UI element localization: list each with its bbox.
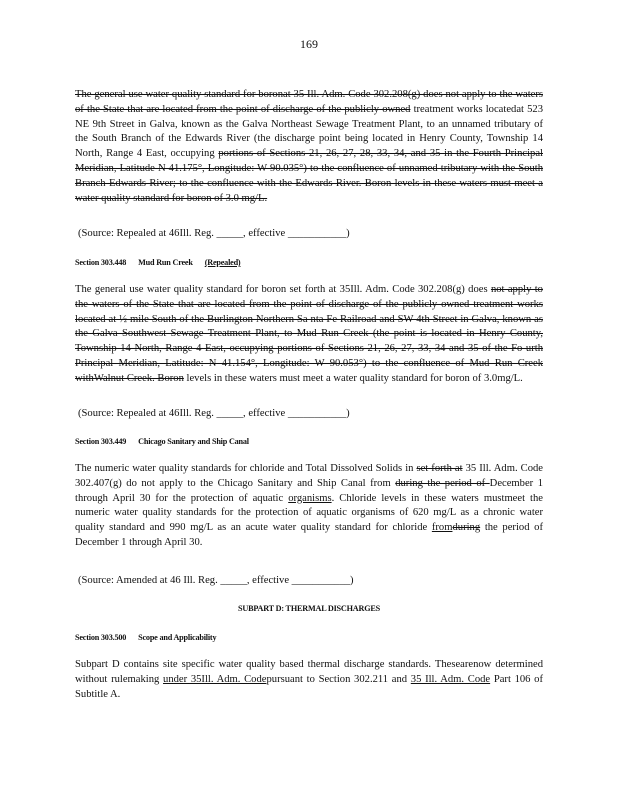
struck-text: portions of Sections 21, 26, 27, 28, 33, 34, and 35 in the Fourth Principal Meridian, Latitude N 41.175°, Longitude: W 90.035°) to the confluence of unnamed tributary with the South Branch Edwards River; to the confluence with the Edwards River. Boron levels in these waters must meet a water quality standard for boron of 3.0 mg/L. bbox=[75, 148, 543, 204]
section-heading bbox=[75, 437, 543, 446]
section-number: Section 303.500 bbox=[75, 633, 127, 642]
section-title: Chicago Sanitary and Ship Canal bbox=[138, 437, 249, 446]
body-text: treatment works locatedat 523 NE 9th Street in Galva, known as the Galva Northeast Sewage Treatment Plant, to an unnamed tributary of the South Branch of the Edwards River (the discharge point being located in Henry County, Township 14 North, Range 4 East, occupying bbox=[75, 103, 543, 160]
inserted-text: under 35Ill. Adm. Code bbox=[163, 673, 267, 685]
inserted-text: 35 Ill. Adm. Code bbox=[410, 673, 491, 685]
section-number: Section 303.449 bbox=[75, 437, 127, 446]
section-448-paragraph bbox=[75, 283, 543, 387]
struck-text: set forth at bbox=[416, 463, 463, 474]
inserted-text: from bbox=[431, 522, 453, 534]
body-text: December 1 through April 30 for the protection of aquatic bbox=[75, 477, 543, 504]
struck-text: during bbox=[452, 522, 481, 534]
page-number: 169 bbox=[300, 37, 318, 51]
section-number: Section 303.448 bbox=[75, 258, 127, 267]
struck-text: The general use water quality standard for boronat 35 Ill. Adm. Code 302.208(g) does not apply to the waters of the State that are located from the point of discharge of the publicly owned bbox=[75, 89, 543, 115]
body-text: 35 Ill. Adm. Code 302.407(g) do not apply to the Chicago Sanitary and Ship Canal from bbox=[75, 463, 543, 489]
source-note: (Source: Amended at 46 Ill. Reg. _____, effective ___________) bbox=[78, 575, 354, 586]
body-text: Part 106 of Subtitle A. bbox=[75, 673, 543, 700]
body-text: levels in these waters must meet a water quality standard for boron of 3.0mg/L. bbox=[183, 372, 523, 384]
body-text: the period of December 1 through April 30. bbox=[75, 522, 543, 548]
section-heading bbox=[75, 633, 543, 642]
body-text: . Chloride levels in these waters mustmeet the numeric water quality standards for the protection of aquatic organisms of 620 mg/L as a chronic water quality standard and 990 mg/L as an acute water quality standard for chloride bbox=[75, 492, 543, 534]
source-note: (Source: Repealed at 46Ill. Reg. _____, effective ___________) bbox=[78, 408, 350, 419]
body-text: Subpart D contains site specific water quality based thermal discharge standards. Thesearenow determined without rulemaking bbox=[75, 659, 543, 685]
struck-text: during the period of bbox=[395, 477, 490, 489]
section-heading bbox=[75, 258, 543, 267]
section-title: Mud Run Creek bbox=[138, 258, 193, 267]
section-title: Scope and Applicability bbox=[138, 633, 217, 642]
source-note: (Source: Repealed at 46Ill. Reg. _____, effective ___________) bbox=[78, 228, 350, 239]
struck-text: not apply to the waters of the State that are located from the point of discharge of the publicly owned treatment works located at ½ mile South of the Burlington Northern Sa nta Fe Railroad and SW 4th Street in Galva, known as the Galva Southwest Sewage Treatment Plant, to Mud Run Creek (the point is located in Henry County, Township 14 North, Range 4 East, occupying portions of Sections 21, 26, 27, 33, 34 and 35 of the Fo urth Principal Meridian, Latitude: N 41.154°, Longitude: W 90.053°) to the confluence of Mud Run Creek withWalnut Creek. Boron bbox=[75, 284, 543, 384]
inserted-text: organisms bbox=[288, 492, 332, 504]
body-text: The general use water quality standard for boron set forth at 35Ill. Adm. Code 302.208(g) does bbox=[75, 284, 491, 295]
subpart-heading: SUBPART D: THERMAL DISCHARGES bbox=[238, 604, 380, 613]
section-449-paragraph bbox=[75, 462, 543, 551]
repealed-tag: (Repealed) bbox=[204, 258, 241, 267]
body-text: pursuant to Section 302.211 and bbox=[266, 673, 411, 685]
section-500-paragraph bbox=[75, 658, 543, 702]
section-302-paragraph bbox=[75, 88, 543, 206]
body-text: The numeric water quality standards for chloride and Total Dissolved Solids in bbox=[75, 463, 417, 474]
